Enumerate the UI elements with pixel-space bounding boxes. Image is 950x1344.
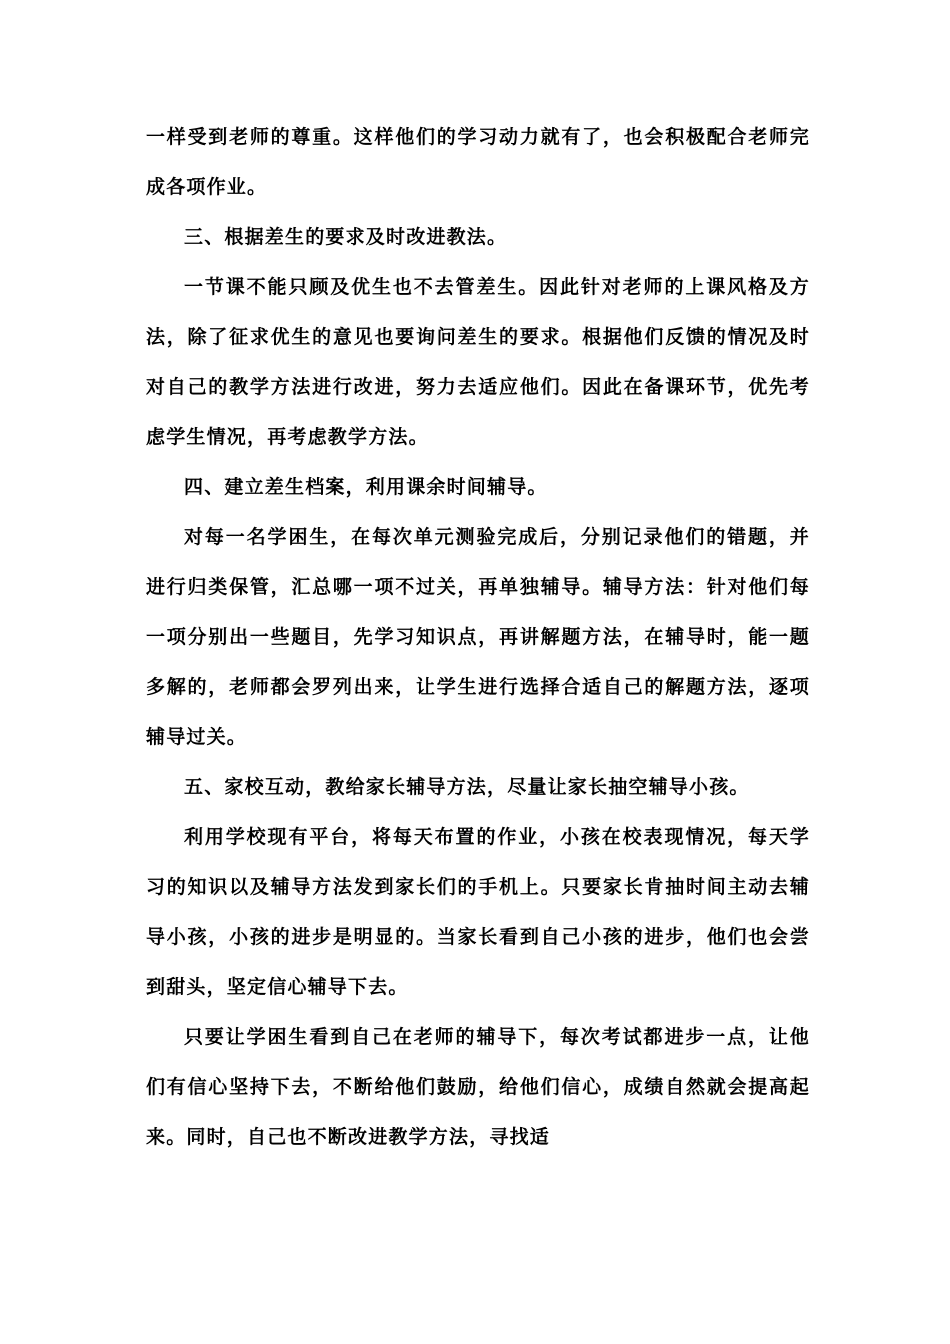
paragraph-continuation: 一样受到老师的尊重。这样他们的学习动力就有了，也会积极配合老师完成各项作业。 xyxy=(146,126,810,198)
paragraph-student-files: 对每一名学困生，在每次单元测验完成后，分别记录他们的错题，并进行归类保管，汇总哪一项不过关，再单独辅导。辅导方法：针对他们每一项分别出一些题目，先学习知识点，再讲解题方法，在辅导时，能一题多解的，老师都会罗列出来，让学生进行选择合适自己的解题方法，逐项辅导过关。 xyxy=(146,526,810,748)
paragraph-teaching-method: 一节课不能只顾及优生也不去管差生。因此针对老师的上课风格及方法，除了征求优生的意见也要询问差生的要求。根据他们反馈的情况及时对自己的教学方法进行改进，努力去适应他们。因此在备课环节，优先考虑学生情况，再考虑教学方法。 xyxy=(146,276,810,448)
section-heading-four: 四、建立差生档案，利用课余时间辅导。 xyxy=(184,476,548,498)
paragraph-conclusion: 只要让学困生看到自己在老师的辅导下，每次考试都进步一点，让他们有信心坚持下去，不断给他们鼓励，给他们信心，成绩自然就会提高起来。同时，自己也不断改进教学方法，寻找适 xyxy=(146,1026,810,1148)
text-body xyxy=(146,112,810,1162)
section-heading-three: 三、根据差生的要求及时改进教法。 xyxy=(184,226,508,248)
paragraph-home-school: 利用学校现有平台，将每天布置的作业，小孩在校表现情况，每天学习的知识以及辅导方法发到家长们的手机上。只要家长肯抽时间主动去辅导小孩，小孩的进步是明显的。当家长看到自己小孩的进步，他们也会尝到甜头，坚定信心辅导下去。 xyxy=(146,826,810,998)
section-heading-five: 五、家校互动，教给家长辅导方法，尽量让家长抽空辅导小孩。 xyxy=(184,776,750,798)
